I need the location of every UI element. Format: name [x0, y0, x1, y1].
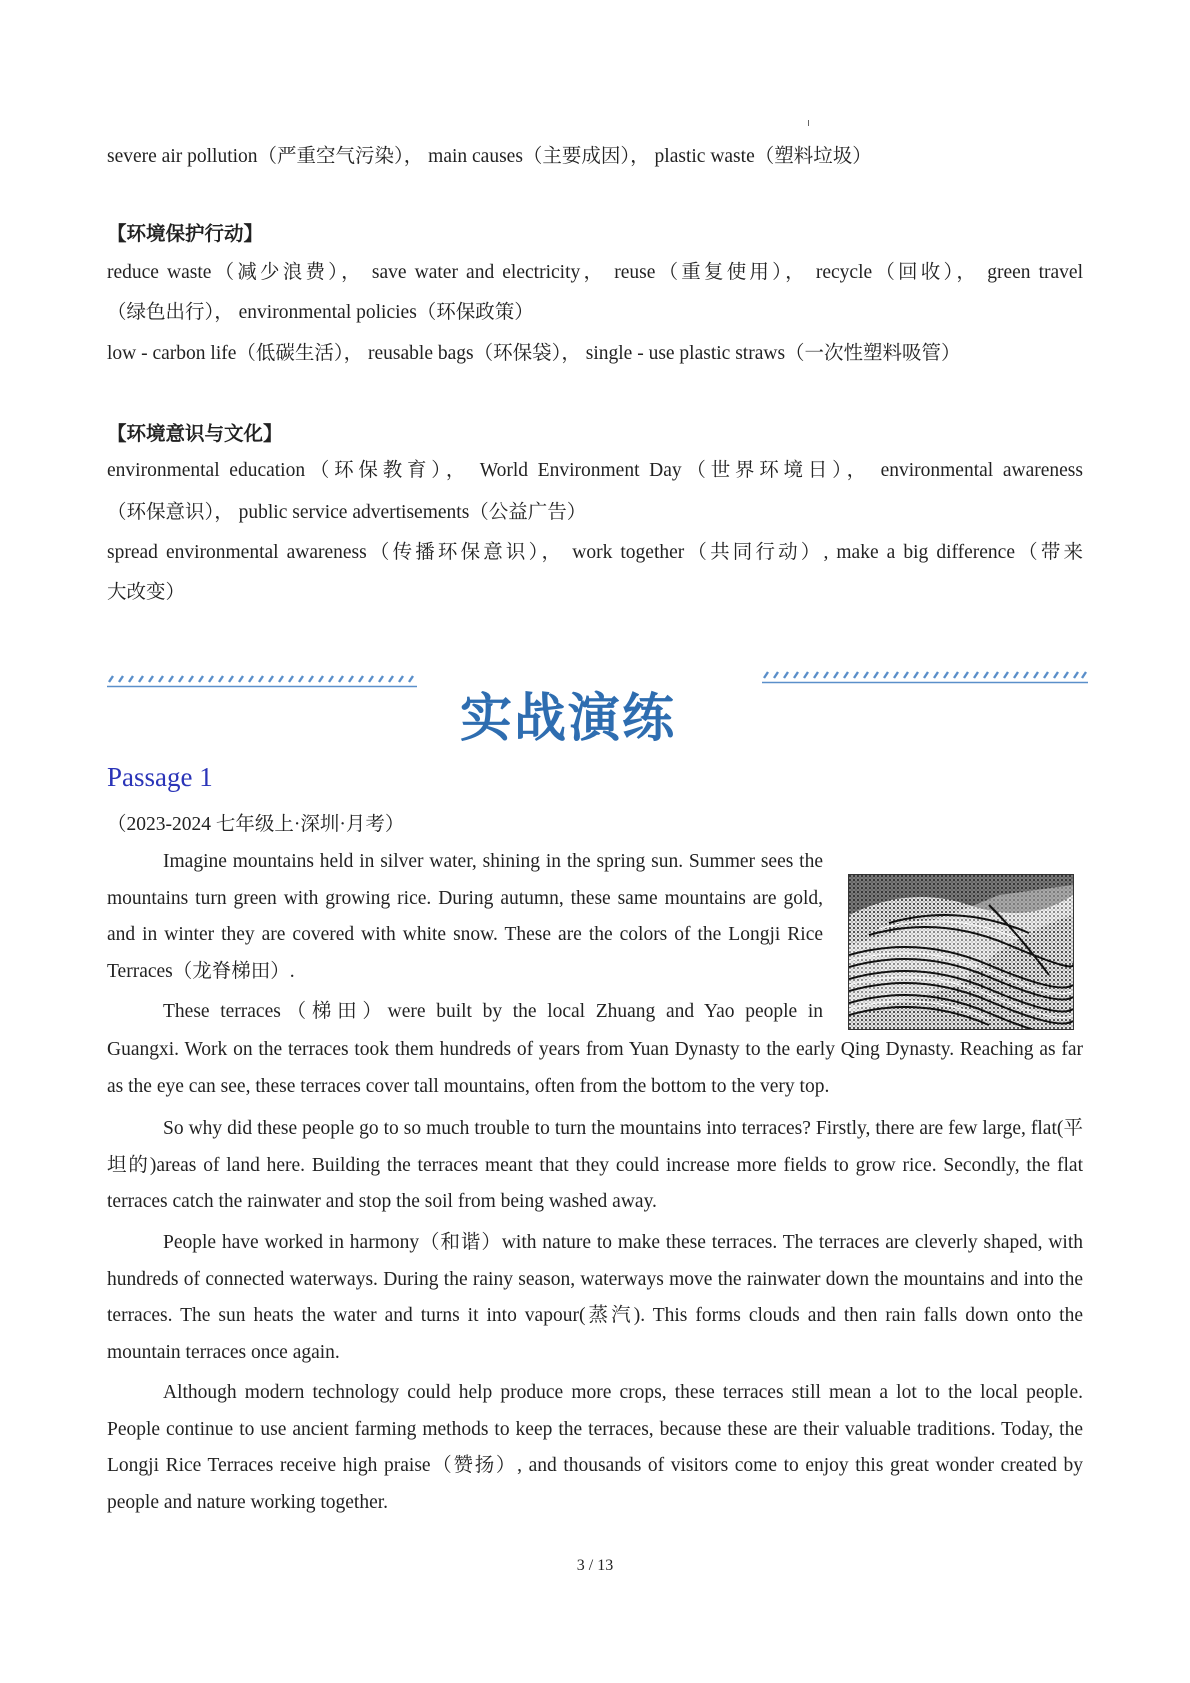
passage-title: Passage 1 [107, 762, 213, 792]
paragraph-4: People have worked in harmony（和谐）with nature to make these terraces. The terraces are cleverly shaped, with hundreds of connected waterways. During the rainy season, waterways move the rainwater down the mountains and into the terraces. The sun heats the water and turns it into vapour(蒸汽). This forms clouds and then rain falls down onto the mountain terraces once again. [107, 1232, 1083, 1363]
banner-title: 实战演练 [460, 689, 677, 749]
banner-decoration-right [762, 670, 1088, 684]
vocab-line: severe air pollution（严重空气污染）， main causes（主要成因）， plastic waste（塑料垃圾） [107, 146, 872, 167]
rice-terraces-photo [848, 874, 1074, 1030]
vocab-line: environmental education（环保教育）， World Environment Day（世界环境日）， environmental awareness [107, 460, 1083, 481]
paragraph-2-continued: Guangxi. Work on the terraces took them hundreds of years from Yuan Dynasty to the early Qing Dynasty. Reaching as far as the eye can see, these terraces cover tall mountains, often from the bottom to the very top. [107, 1039, 1083, 1097]
paragraph-5: Although modern technology could help produce more crops, these terraces still mean a lot to the local people. People continue to use ancient farming methods to keep the terraces, because these are their valuable traditions. Today, the Longji Rice Terraces receive high praise（赞扬）, and thousands of visitors come to enjoy this great wonder created by people and nature working together. [107, 1382, 1083, 1513]
vocab-line: reduce waste（减少浪费）， save water and electricity， reuse（重复使用）， recycle（回收）， green travel [107, 262, 1083, 283]
section-heading-culture: 【环境意识与文化】 [107, 422, 283, 445]
vocab-line: low - carbon life（低碳生活）， reusable bags（环保袋）， single - use plastic straws（一次性塑料吸管） [107, 343, 961, 364]
banner-decoration-left [107, 674, 417, 688]
stray-mark [808, 120, 809, 126]
vocab-line: 大改变） [107, 582, 186, 603]
page-number: 3 / 13 [576, 1557, 614, 1574]
paragraph-3: So why did these people go to so much trouble to turn the mountains into terraces? Firstly, there are few large, flat(平坦的)areas of land here. Building the terraces meant that they could increase more fields to grow rice. Secondly, the flat terraces catch the rainwater and stop the soil from being washed away. [107, 1118, 1083, 1212]
vocab-line: （绿色出行）， environmental policies（环保政策） [107, 302, 534, 323]
vocab-line: spread environmental awareness（传播环保意识）， work together（共同行动）, make a big difference（带来 [107, 542, 1083, 563]
passage-source: （2023-2024 七年级上·深圳·月考） [107, 814, 405, 835]
paragraph-2-start: These terraces（梯田）were built by the local Zhuang and Yao people in [163, 1001, 823, 1022]
vocab-line: （环保意识）， public service advertisements（公益广告） [107, 502, 587, 523]
section-heading-action: 【环境保护行动】 [107, 222, 264, 245]
paragraph-1: Imagine mountains held in silver water, shining in the spring sun. Summer sees the mountains turn green with growing rice. During autumn, these same mountains are gold, and in winter they are covered with white snow. These are the colors of the Longji Rice Terraces（龙脊梯田）. [107, 851, 823, 982]
